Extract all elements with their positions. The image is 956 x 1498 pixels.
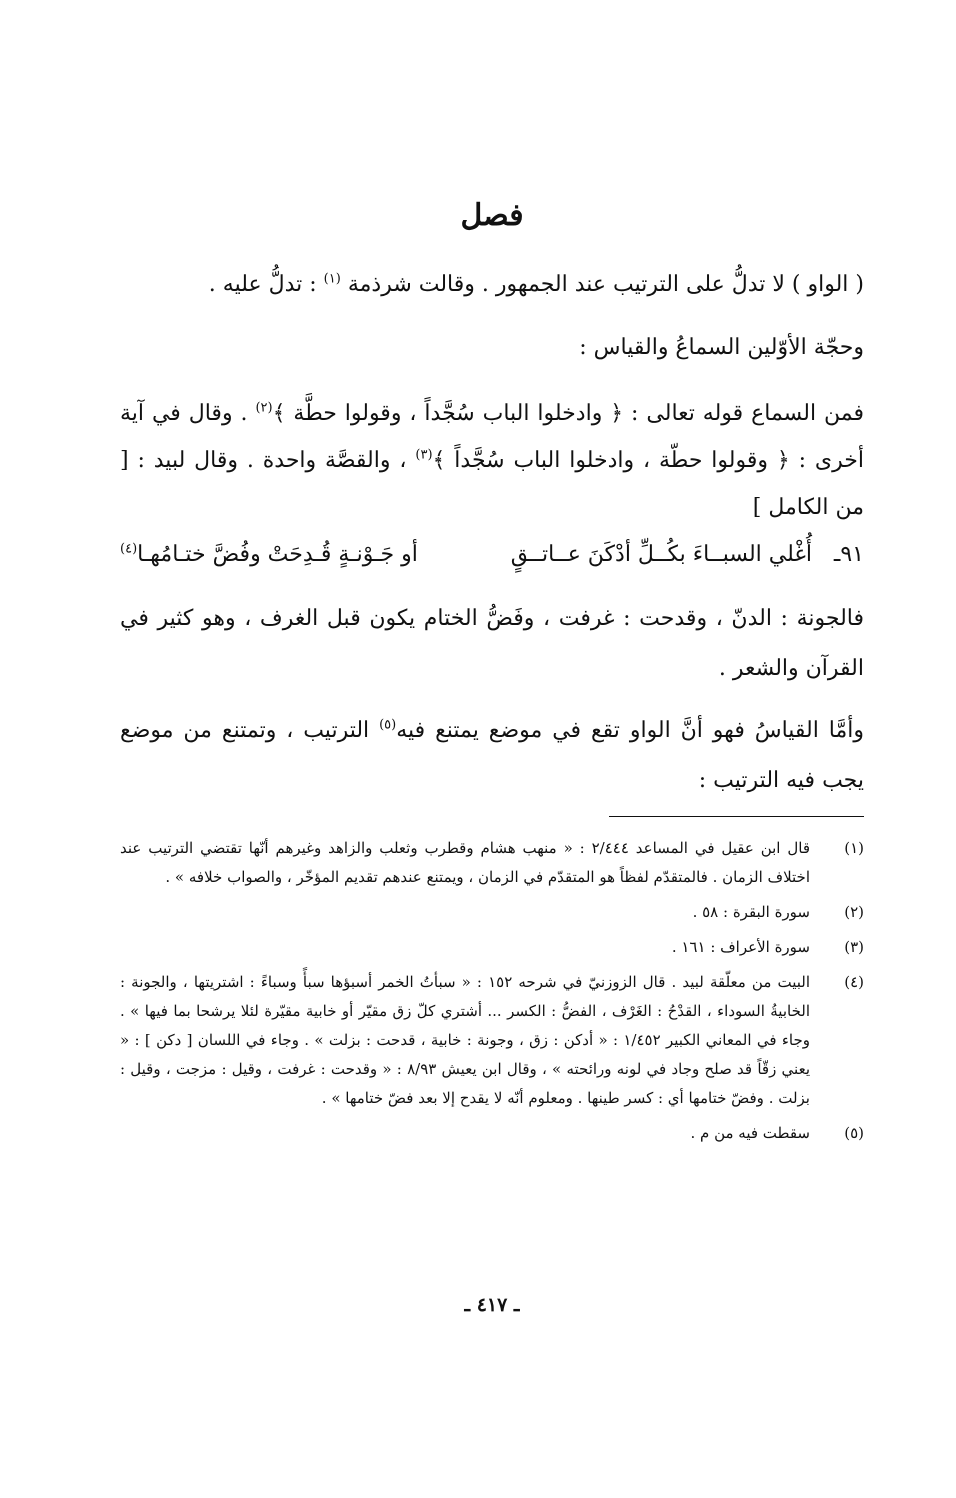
- paragraph-1-end: : تدلُّ عليه .: [208, 272, 317, 297]
- section-title: فصل: [460, 198, 524, 233]
- footnote-ref-3[interactable]: (٣): [415, 447, 433, 463]
- footnote-text: البيت من معلّقة لبيد . قال الزوزنيّ في شرحه ١٥٢ : « سبأتُ الخمر أسبؤها سبأً وسباءً : اشتريتها ، والجونة : الخابيةُ السوداء ، القدْحُ : الغَرْف ، الفضُّ : الكسر ... أشتري كلّ زق مقيّر أو خابية مقيّرة لئلا يرشحا بما فيها » . وجاء في المعاني الكبير ١/٤٥٢ : « أدكن : زق ، وجونة : خابية ، قدحت : بزلت » . وجاء في اللسان [ دكن ] : « يعني زقّاً قد صلح وجاد في لونه ورائحته » ، وقال ابن يعيش ٨/٩٣ : « وقدحت : غرفت ، وقيل : مزجت ، وقيل : بزلت . وفضّ ختامها أي : كسر طينها . ومعلوم أنّه لا يقدح إلا بعد فضّ ختامها » .: [120, 973, 811, 1107]
- poetry-verse: [120, 532, 864, 578]
- paragraph-5: [120, 706, 864, 806]
- footnote-item: [120, 933, 864, 962]
- document-page: [120, 0, 864, 1498]
- verse-second-hemistich-text: أو جَـوْنـةٍ قُـدِحَتْ وفُضَّ ختـامُهـا: [137, 542, 418, 567]
- footnote-ref-1[interactable]: (١): [323, 271, 341, 287]
- footnote-item: [120, 968, 864, 1113]
- verse-second-hemistich: [120, 532, 418, 578]
- footnote-text: سورة الأعراف : ١٦١ .: [671, 938, 810, 956]
- paragraph-5-part-b: الترتيب ، وتمتنع من موضع يجب فيه الترتيب :: [120, 718, 864, 793]
- footnote-ref-5[interactable]: (٥): [379, 717, 397, 733]
- footnotes: [120, 834, 864, 1154]
- footnote-text: قال ابن عقيل في المساعد ٢/٤٤٤ : « منهب هشام وقطرب وثعلب والزاهد وغيرهم أنّها تقتضي الترتيب عند اختلاف الزمان . فالمتقدّم لفظاً هو المتقدّم في الزمان ، ويمتنع عندهم تقديم المؤخّر ، والصواب خلافه » .: [120, 839, 810, 886]
- footnote-text: سقطت فيه من م .: [690, 1124, 810, 1142]
- footnote-number: (١): [844, 839, 864, 857]
- paragraph-3: [120, 390, 864, 531]
- footnote-ref-4[interactable]: (٤): [120, 541, 138, 557]
- paragraph-3-part-a: فمن السماع قوله تعالى : ﴿ وادخلوا الباب سُجَّداً ، وقولوا حطَّة ﴾: [272, 401, 865, 426]
- verse-number: ٩١ـ: [833, 542, 864, 567]
- footnote-ref-2[interactable]: (٢): [255, 400, 273, 416]
- footnote-text: سورة البقرة : ٥٨ .: [692, 903, 810, 921]
- footnote-item: [120, 898, 864, 927]
- footnote-number: (٢): [844, 903, 864, 921]
- footnote-item: [120, 1119, 864, 1148]
- paragraph-1-text: ( الواو ) لا تدلُّ على الترتيب عند الجمهور . وقالت شرذمة: [347, 272, 864, 297]
- footnote-number: (٣): [844, 938, 864, 956]
- footnote-number: (٥): [844, 1124, 864, 1142]
- paragraph-3-part-b: . وقال في آية أخرى : ﴿ وقولوا حطّة ، وادخلوا الباب سُجَّداً ﴾: [120, 401, 865, 473]
- footnote-item: [120, 834, 864, 892]
- page-number: ـ ٤١٧ ـ: [464, 1294, 520, 1316]
- verse-first-hemistich: أُغْلي السبــاءَ بكُــلِّ أدْكَنَ عــاتــقٍ: [510, 542, 812, 567]
- footnote-divider: [609, 816, 864, 817]
- paragraph-5-part-a: وأمَّا القياسُ فهو أنَّ الواو تقع في موضع يمتنع فيه: [396, 718, 864, 743]
- footnote-number: (٤): [844, 973, 864, 991]
- paragraph-1: [120, 262, 864, 308]
- paragraph-2: وحجّة الأوّلين السماعُ والقياس :: [579, 335, 864, 360]
- paragraph-4: فالجونة : الدنّ ، وقدحت : غرفت ، وفَضُّ الختام يكون قبل الغرف ، وهو كثير في القرآن والشعر .: [120, 606, 864, 681]
- paragraph-3-part-c: ، والقصَّة واحدة . وقال لبيد : [ من الكامل ]: [120, 448, 864, 520]
